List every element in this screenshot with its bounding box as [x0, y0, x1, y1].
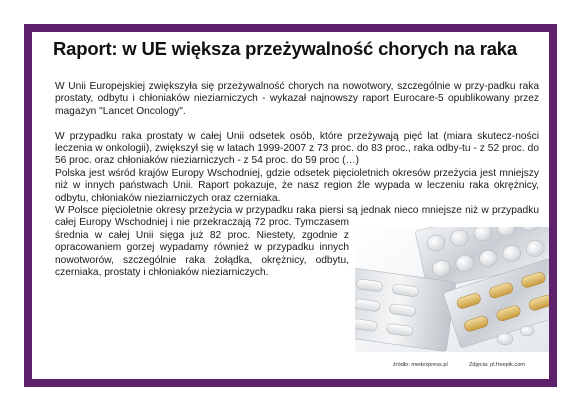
photo-credit-caption: Zdjęcia: pl.freepik.com: [469, 362, 525, 368]
article-body: [55, 81, 539, 352]
article-paragraph: Polska jest wśród krajów Europy Wschodniej, gdzie odsetek pięcioletnich okresów przeżycia jest mniejszy niż w innych państwach Unii. Raport pokazuje, że nasz region źle wypada w leczeniu raka okrężnicy, odbytu, chłoniaków nieziarniczych oraz czerniaka.: [55, 167, 539, 204]
article-paragraph: W Polsce pięcioletnie okresy przeżycia w przypadku raka piersi są jednak nieco mniejsze niż w przypadku całej Europy Wschodniej i nie przekraczają 72 proc. Tymczasem średnia w całej Unii sięga już 82 proc. Niestety, zgodnie z opracowaniem gorzej wypadamy również w przypadku innych nowotworów, szczególnie raka żołądka, okrężnicy, odbytu, czerniaka, prostaty i chłoniaków nieziarniczych.: [55, 205, 539, 279]
article-paragraph: W Unii Europejskiej zwiększyła się przeżywalność chorych na nowotwory, szczególnie w przy-padku raka prostaty, odbytu i chłoniaków nieziarniczych - wykazał najnowszy raport Eurocare-5 opublikowany przez magazyn "Lancet Oncology".: [55, 81, 539, 117]
photo-wrap-spacer: [349, 227, 539, 352]
article-frame: [24, 24, 557, 387]
source-caption: źródło: medexpress.pl: [393, 362, 448, 368]
page-title: Raport: w UE większa przeżywalność chorych na raka: [53, 38, 517, 59]
article-paragraph: W przypadku raka prostaty w całej Unii odsetek osób, które przeżywają pięć lat (miara skutecz-ności leczenia w onkologii), zwiększył się w latach 1999-2007 z 73 proc. do 83 proc., raka odby-tu - z 52 proc. do 56 proc. oraz chłoniaków nieziarniczych - z 54 proc. do 59 proc (…): [55, 130, 539, 167]
